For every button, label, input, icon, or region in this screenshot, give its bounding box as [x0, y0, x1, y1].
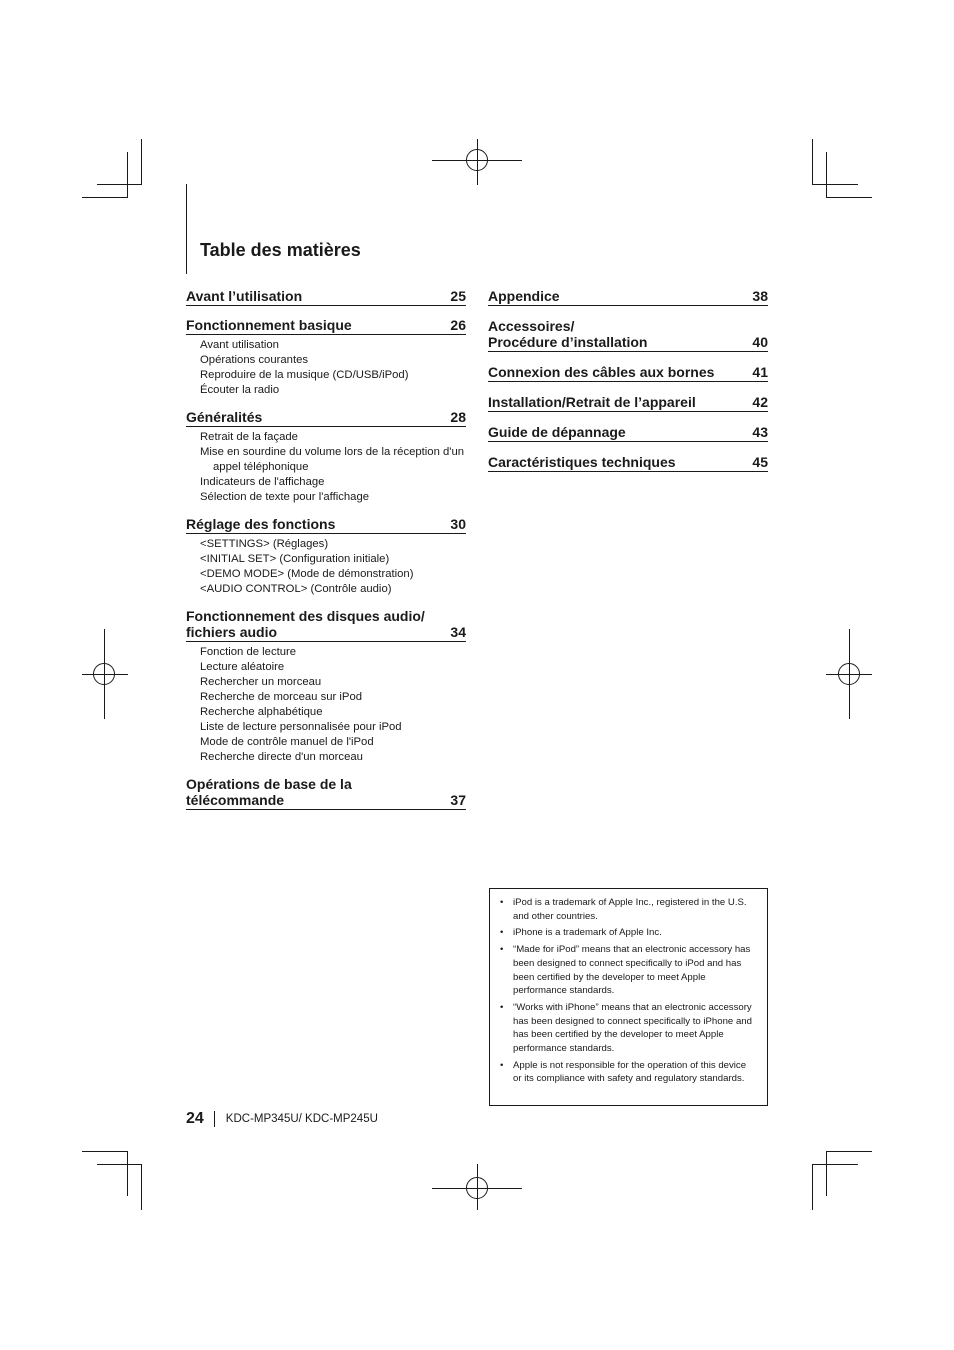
- toc-subitem[interactable]: <AUDIO CONTROL> (Contrôle audio): [200, 583, 392, 595]
- toc-subitem[interactable]: Indicateurs de l'affichage: [200, 476, 325, 488]
- page-title: Table des matières: [200, 240, 361, 260]
- trademark-item: • “Works with iPhone” means that an electronic accessory has been designed to connect specifically to iPhone and has been certified by the developer to meet Apple performance standards.: [500, 1001, 757, 1056]
- toc-entry-title: Guide de dépannage: [488, 424, 626, 440]
- toc-subitem[interactable]: Recherche de morceau sur iPod: [200, 691, 363, 703]
- toc-subitem[interactable]: Rechercher un morceau: [200, 676, 322, 688]
- toc-section: [186, 409, 466, 505]
- toc-subitem[interactable]: <INITIAL SET> (Configuration initiale): [200, 553, 390, 565]
- model-name: KDC-MP345U/ KDC-MP245U: [225, 1113, 378, 1125]
- toc-subitem[interactable]: Mise en sourdine du volume lors de la réception d'un appel téléphonique: [200, 446, 465, 473]
- toc-subitem[interactable]: Fonction de lecture: [200, 646, 297, 658]
- toc-entry[interactable]: [488, 424, 768, 442]
- toc-subitem[interactable]: Mode de contrôle manuel de l'iPod: [200, 736, 374, 748]
- toc-entry[interactable]: [488, 394, 768, 412]
- trademark-item: • iPod is a trademark of Apple Inc., registered in the U.S. and other countries.: [500, 896, 757, 923]
- toc-subitems: [186, 642, 466, 765]
- toc-entry-title: Caractéristiques techniques: [488, 454, 676, 470]
- toc-entry-title: Généralités: [186, 409, 263, 425]
- toc-entry-title: Connexion des câbles aux bornes: [488, 364, 715, 380]
- page-footer: [186, 1110, 378, 1128]
- toc-entry-page: 28: [450, 409, 466, 425]
- toc-entry-title: Fonctionnement des disques audio/ fichiers audio: [186, 608, 425, 640]
- toc-subitem[interactable]: <SETTINGS> (Réglages): [200, 538, 329, 550]
- toc-entry-page: 34: [450, 624, 466, 640]
- toc-subitem[interactable]: Retrait de la façade: [200, 431, 298, 443]
- toc-entry-page: 45: [752, 454, 768, 470]
- toc-entry-page: 38: [752, 288, 768, 304]
- toc-entry[interactable]: [488, 318, 768, 352]
- toc-entry-page: 41: [752, 364, 768, 380]
- toc-entry[interactable]: [186, 317, 466, 335]
- toc-entry-title: Avant l’utilisation: [186, 288, 303, 304]
- toc-entry-title: Installation/Retrait de l’appareil: [488, 394, 696, 410]
- trademark-item: • iPhone is a trademark of Apple Inc.: [500, 926, 757, 940]
- toc-subitems: [186, 427, 466, 505]
- toc-entry-page: 37: [450, 792, 466, 808]
- toc-subitem[interactable]: Opérations courantes: [200, 354, 309, 366]
- page-number: 24: [186, 1110, 204, 1127]
- toc-subitem[interactable]: Liste de lecture personnalisée pour iPod: [200, 721, 402, 733]
- toc-right-column: [488, 288, 768, 484]
- toc-entry[interactable]: [488, 454, 768, 472]
- toc-entry[interactable]: [186, 516, 466, 534]
- toc-subitem[interactable]: Lecture aléatoire: [200, 661, 285, 673]
- toc-entry-page: 42: [752, 394, 768, 410]
- toc-section: [488, 288, 768, 306]
- toc-entry[interactable]: [186, 608, 466, 642]
- toc-entry[interactable]: [186, 776, 466, 810]
- toc-section: [186, 288, 466, 306]
- toc-section: [488, 454, 768, 472]
- trademark-list: [500, 896, 757, 1086]
- toc-entry-page: 25: [450, 288, 466, 304]
- toc-subitem[interactable]: Recherche directe d'un morceau: [200, 751, 363, 763]
- toc-section: [488, 318, 768, 352]
- footer-divider: [214, 1111, 215, 1127]
- toc-section: [186, 317, 466, 398]
- toc-left-column: [186, 288, 466, 821]
- toc-entry-title: Appendice: [488, 288, 560, 304]
- toc-subitem[interactable]: Recherche alphabétique: [200, 706, 323, 718]
- toc-entry[interactable]: [186, 288, 466, 306]
- toc-subitem[interactable]: Écouter la radio: [200, 384, 280, 396]
- trademark-item: • “Made for iPod” means that an electronic accessory has been designed to connect specifically to iPod and has been certified by the developer to meet Apple performance standards.: [500, 943, 757, 998]
- toc-section: [186, 516, 466, 597]
- toc-entry-page: 43: [752, 424, 768, 440]
- title-rule: [186, 184, 187, 274]
- toc-section: [488, 364, 768, 382]
- trademark-notice-box: [489, 888, 768, 1106]
- toc-section: [186, 608, 466, 765]
- toc-entry[interactable]: [488, 288, 768, 306]
- toc-entry[interactable]: [488, 364, 768, 382]
- toc-entry-page: 40: [752, 334, 768, 350]
- toc-entry-title: Réglage des fonctions: [186, 516, 336, 532]
- toc-entry-title: Accessoires/ Procédure d’installation: [488, 318, 648, 350]
- toc-entry[interactable]: [186, 409, 466, 427]
- toc-entry-page: 26: [450, 317, 466, 333]
- toc-section: [186, 776, 466, 810]
- trademark-item: • Apple is not responsible for the operation of this device or its compliance with safety and regulatory standards.: [500, 1059, 757, 1086]
- toc-subitems: [186, 335, 466, 398]
- toc-section: [488, 424, 768, 442]
- toc-entry-page: 30: [450, 516, 466, 532]
- toc-subitem[interactable]: Reproduire de la musique (CD/USB/iPod): [200, 369, 409, 381]
- toc-section: [488, 394, 768, 412]
- toc-entry-title: Fonctionnement basique: [186, 317, 352, 333]
- toc-subitem[interactable]: Avant utilisation: [200, 339, 279, 351]
- toc-entry-title: Opérations de base de la télécommande: [186, 776, 352, 808]
- toc-subitem[interactable]: <DEMO MODE> (Mode de démonstration): [200, 568, 414, 580]
- toc-subitems: [186, 534, 466, 597]
- toc-subitem[interactable]: Sélection de texte pour l'affichage: [200, 491, 370, 503]
